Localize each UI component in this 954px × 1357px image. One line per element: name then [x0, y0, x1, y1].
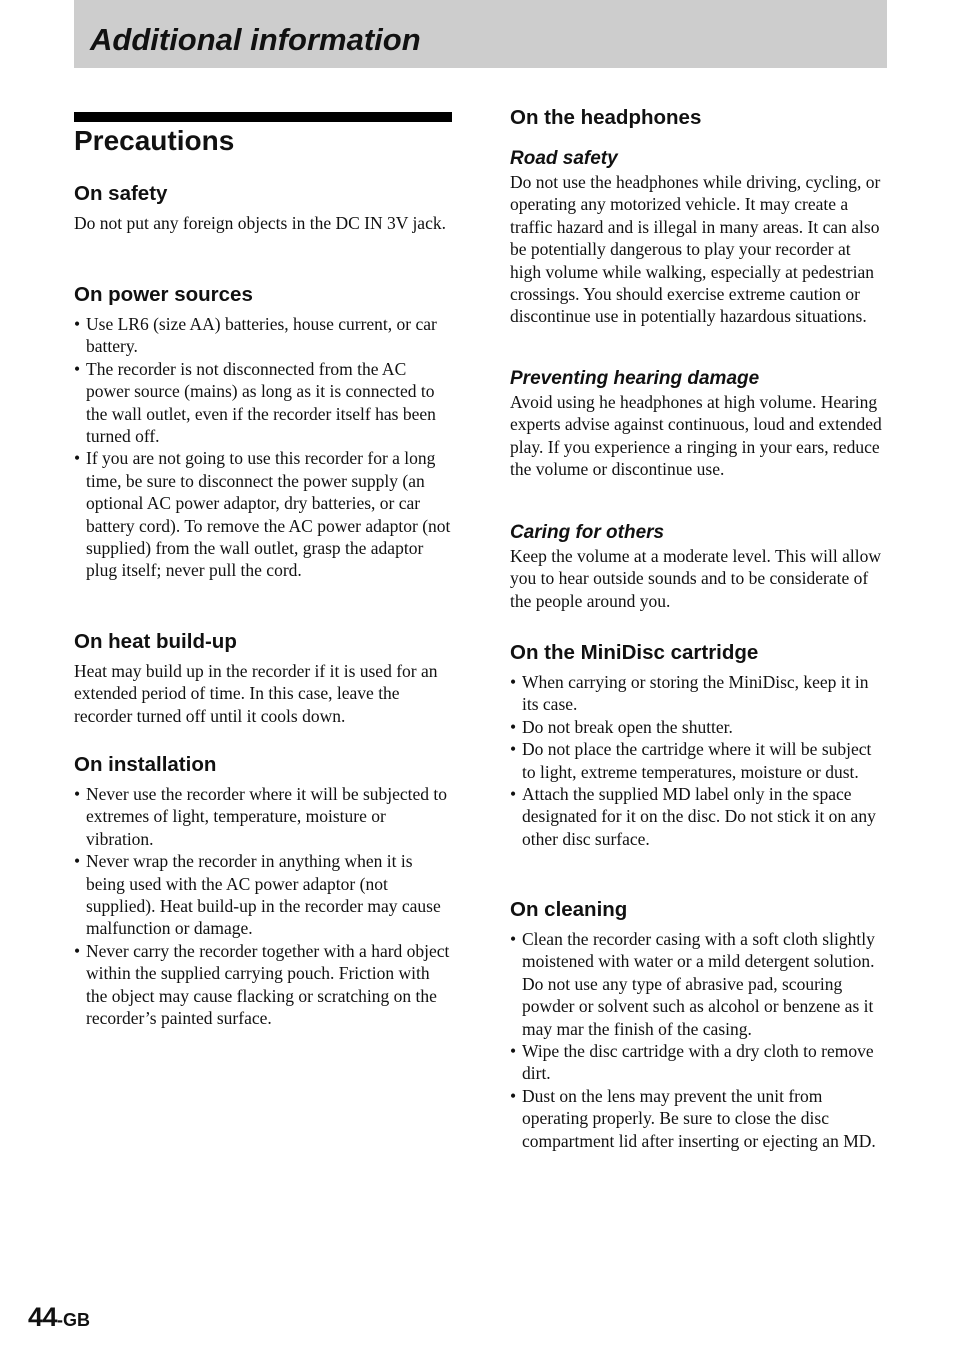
list-item-text: If you are not going to use this recorder for a long time, be sure to disconnect the power supply (an optional AC power adaptor, dry batteries, or car battery cord). To remove the AC power adaptor (not supplied) from the wall outlet, grasp the adaptor plug itself; never pull the cord. [86, 448, 451, 581]
list-item-text: Never carry the recorder together with a hard object within the supplied carrying pouch. Friction with the object may cause flacking or scratching on the recorder’s painted surface. [86, 940, 450, 1029]
list-item [510, 671, 886, 716]
title-rule [74, 112, 452, 122]
headphones-heading: On the headphones [510, 106, 702, 129]
list-item-text: Do not break open the shutter. [522, 716, 733, 737]
list-item [510, 1040, 886, 1085]
list-item-text: When carrying or storing the MiniDisc, keep it in its case. [522, 672, 869, 715]
list-item-text: Dust on the lens may prevent the unit from operating properly. Be sure to close the disc compartment lid after inserting or ejecting an MD. [522, 1085, 876, 1151]
bullet-icon: • [74, 851, 81, 872]
list-item [510, 1085, 886, 1152]
list-item [510, 738, 886, 783]
list-item-text: Clean the recorder casing with a soft cloth slightly moistened with water or a mild detergent solution. Do not use any type of abrasive pad, scouring powder or solvent such as alcohol or benzene as it may mar the finish of the casing. [522, 929, 875, 1039]
list-item [510, 783, 886, 850]
list-item-text: Wipe the disc cartridge with a dry cloth to remove dirt. [522, 1041, 874, 1084]
others-text: Keep the volume at a moderate level. This will allow you to hear outside sounds and to be considerate of the people around you. [510, 546, 881, 611]
power-heading: On power sources [74, 283, 253, 306]
bullet-icon: • [510, 672, 517, 692]
bullet-icon: • [74, 314, 81, 334]
page-number [28, 1302, 90, 1333]
bullet-icon: • [510, 739, 517, 760]
hearing-section [510, 367, 886, 481]
minidisc-section [510, 640, 886, 850]
list-item [510, 716, 886, 738]
page-title: Precautions [74, 125, 235, 156]
others-section [510, 521, 886, 612]
bullet-icon: • [510, 1085, 517, 1106]
hearing-heading: Preventing hearing damage [510, 368, 760, 389]
safety-heading: On safety [74, 182, 168, 205]
road-safety-heading: Road safety [510, 148, 618, 169]
list-item-text: Never use the recorder where it will be subjected to extremes of light, temperature, moisture or vibration. [86, 784, 448, 849]
power-section [74, 282, 452, 582]
heat-section [74, 629, 452, 727]
others-heading: Caring for others [510, 522, 665, 543]
headphones-section [510, 105, 886, 131]
minidisc-bullet-list [510, 671, 886, 850]
list-item [510, 928, 886, 1040]
list-item [74, 783, 452, 850]
list-item-text: Do not place the cartridge where it will be subject to light, extreme temperatures, moisture or dust. [522, 739, 872, 782]
bullet-icon: • [510, 929, 517, 949]
hearing-text: Avoid using he headphones at high volume. Hearing experts advise against continuous, loud and extended play. If you experience a ringing in your ears, reduce the volume or discontinue use. [510, 392, 882, 480]
heat-text: Heat may build up in the recorder if it is used for an extended period of time. In this case, leave the recorder turned off until it cools down. [74, 661, 438, 726]
bullet-icon: • [74, 448, 81, 469]
power-bullet-list [74, 313, 452, 582]
bullet-icon: • [510, 716, 517, 737]
safety-text: Do not put any foreign objects in the DC IN 3V jack. [74, 213, 446, 233]
cleaning-bullet-list [510, 928, 886, 1152]
list-item-text: The recorder is not disconnected from the AC power source (mains) as long as it is connected to the wall outlet, even if the recorder itself has been turned off. [86, 358, 436, 447]
list-item [74, 447, 452, 581]
list-item-text: Never wrap the recorder in anything when it is being used with the AC power adaptor (not supplied). Heat build-up in the recorder may cause malfunction or damage. [86, 851, 441, 939]
section-title: Additional information [90, 22, 421, 57]
bullet-icon: • [510, 784, 517, 805]
heat-heading: On heat build-up [74, 630, 237, 653]
installation-section [74, 752, 452, 1029]
page-number-suffix: -GB [57, 1310, 91, 1330]
installation-heading: On installation [74, 753, 217, 776]
cleaning-section [510, 897, 886, 1152]
list-item [74, 850, 452, 940]
list-item [74, 940, 452, 1030]
safety-section [74, 181, 452, 234]
page-number-value: 44 [28, 1302, 58, 1332]
list-item [74, 358, 452, 448]
bullet-icon: • [74, 940, 81, 961]
list-item [74, 313, 452, 358]
section-header-band [74, 0, 887, 68]
road-safety-section [510, 147, 886, 328]
list-item-text: Attach the supplied MD label only in the space designated for it on the disc. Do not stick it on any other disc surface. [522, 784, 876, 849]
bullet-icon: • [74, 358, 81, 379]
bullet-icon: • [74, 784, 81, 804]
minidisc-heading: On the MiniDisc cartridge [510, 641, 759, 664]
installation-bullet-list [74, 783, 452, 1029]
road-safety-text: Do not use the headphones while driving, cycling, or operating any motorized vehicle. It may create a traffic hazard and is illegal in many areas. It can also be potentially dangerous to play your recorder at high volume while walking, especially at pedestrian crossings. You should exercise extreme caution or discontinue use in potentially hazardous situations. [510, 172, 881, 327]
cleaning-heading: On cleaning [510, 898, 628, 921]
list-item-text: Use LR6 (size AA) batteries, house current, or car battery. [86, 314, 437, 357]
bullet-icon: • [510, 1041, 517, 1062]
